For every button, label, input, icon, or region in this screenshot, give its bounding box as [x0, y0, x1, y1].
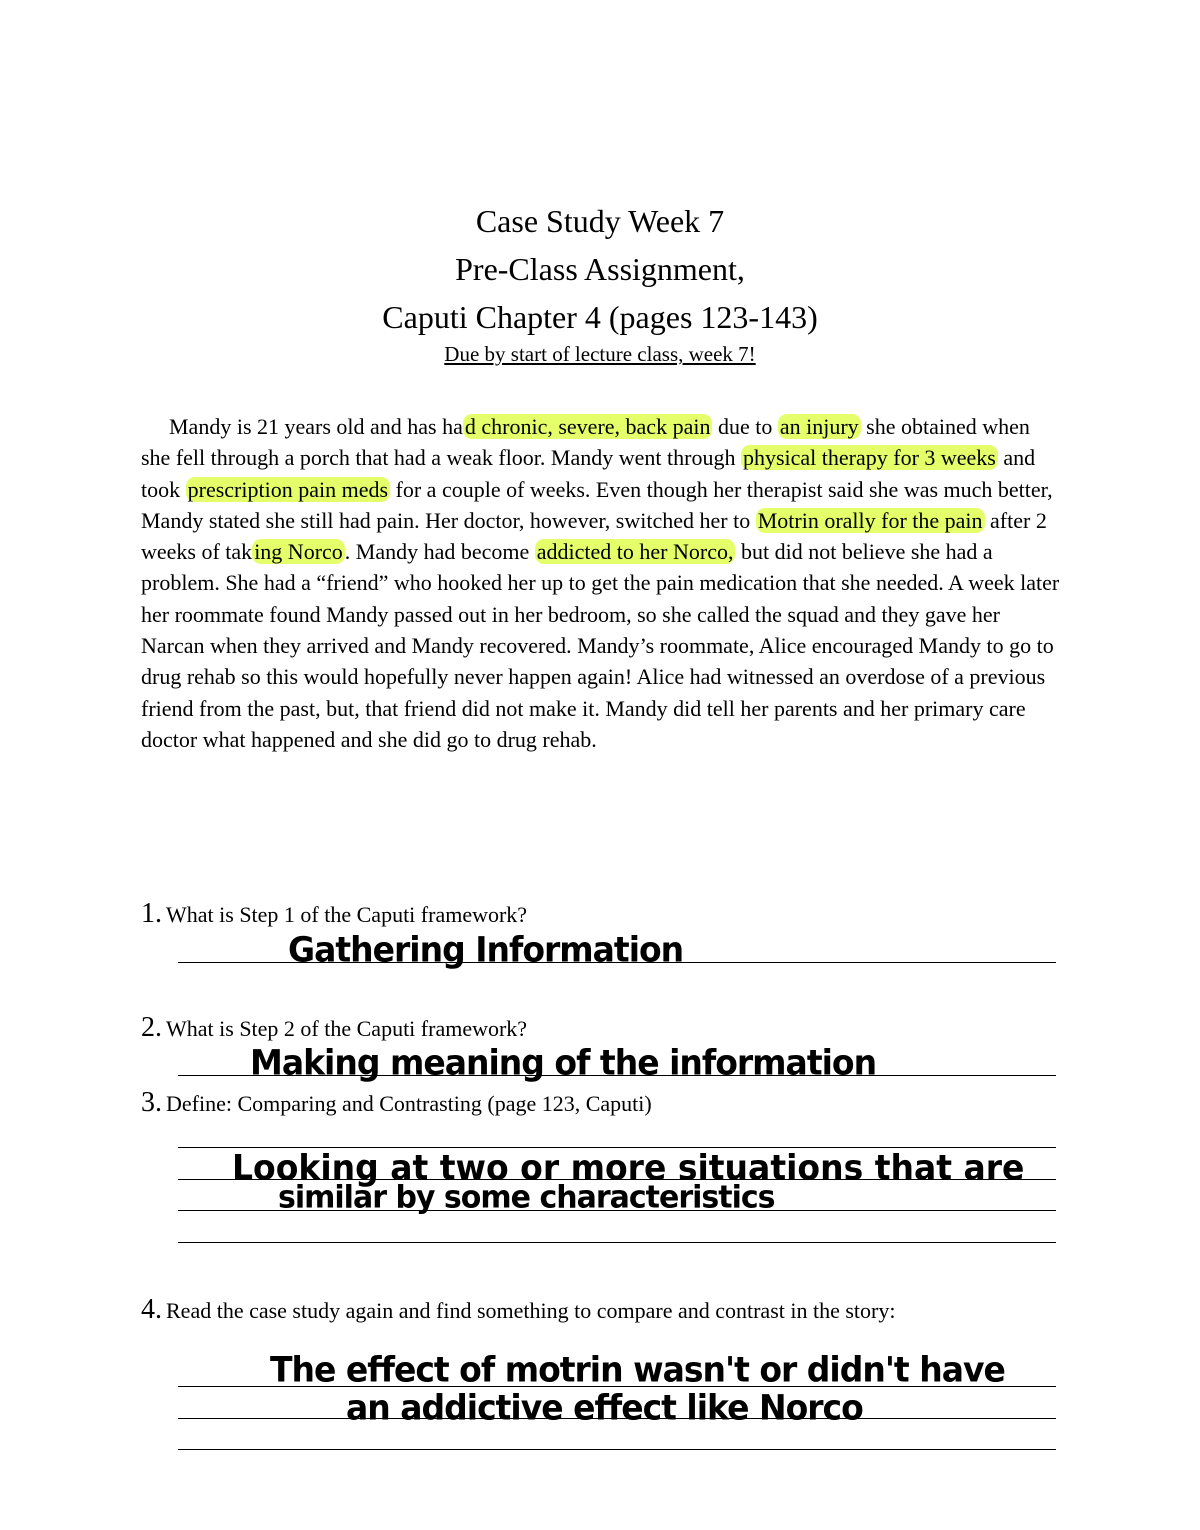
highlighted-text: ing Norco — [254, 539, 343, 565]
case-segment: after 2 weeks of tak — [141, 507, 1047, 565]
highlighted-text: prescription pain meds — [187, 476, 389, 502]
handwritten-answer-1: Gathering Information — [288, 929, 684, 970]
question-number: 1. — [141, 898, 162, 929]
title-line-1: Case Study Week 7 — [475, 203, 725, 239]
title-line-3: Caputi Chapter 4 (pages 123-143) — [382, 299, 818, 335]
question-number: 3. — [141, 1087, 162, 1118]
answer-line — [178, 1210, 1056, 1211]
handwritten-answer-4-line-2: an addictive effect like Norco — [346, 1387, 863, 1428]
answer-line — [178, 1242, 1056, 1243]
highlighted-text: an injury — [779, 414, 859, 439]
question-text: What is Step 1 of the Caputi framework? — [166, 902, 528, 927]
answer-line — [178, 1418, 1056, 1419]
question-text: Read the case study again and find something to compare and contrast in the story: — [166, 1298, 896, 1323]
question-number: 4. — [141, 1294, 162, 1325]
handwritten-answer-3-line-2: similar by some characteristics — [278, 1179, 775, 1216]
handwritten-answer-2: Making meaning of the information — [250, 1042, 877, 1083]
question-3 — [141, 1087, 1061, 1119]
case-segment: . Mandy had become — [344, 539, 535, 565]
answer-line — [178, 1075, 1056, 1076]
highlighted-text: Motrin orally for the pain — [757, 507, 983, 533]
highlighted-text: addicted to her Norco, — [536, 539, 734, 565]
question-text: What is Step 2 of the Caputi framework? — [166, 1016, 528, 1041]
question-1 — [141, 898, 1061, 930]
case-segment: Mandy is 21 years old and has ha — [169, 414, 463, 439]
case-segment: due to — [712, 414, 778, 439]
handwritten-answer-3-line-1: Looking at two or more situations that are — [232, 1147, 1025, 1188]
case-study-paragraph — [141, 411, 1061, 755]
answer-line — [178, 962, 1056, 963]
highlighted-text: d chronic, severe, back pain — [464, 414, 711, 439]
case-segment: but did not believe she had a problem. She had a “friend” who hooked her up to get the pain medication that she needed. A week later her roommate found Mandy passed out in her bedroom, so she called the squad and they gave her Narcan when they arrived and Mandy recovered. Mandy’s roommate, Alice encouraged Mandy to go to drug rehab so this would hopefully never happen again! Alice had witnessed an overdose of a previous friend from the past, but, that friend did not make it. Mandy did tell her parents and her primary care doctor what happened and she did go to drug rehab. — [141, 539, 1060, 752]
highlighted-text: physical therapy for 3 weeks — [742, 445, 996, 471]
answer-line — [178, 1449, 1056, 1450]
question-number: 2. — [141, 1012, 162, 1043]
case-segment: she obtained when she fell through a porch that had a weak floor. Mandy went through — [141, 414, 1030, 471]
handwritten-answer-4-line-1: The effect of motrin wasn't or didn't have — [270, 1349, 1005, 1390]
question-text: Define: Comparing and Contrasting (page 123, Caputi) — [166, 1091, 652, 1116]
case-segment: for a couple of weeks. Even though her therapist said she was much better, Mandy stated she still had pain. Her doctor, however, switched her to — [141, 476, 1053, 533]
question-2 — [141, 1012, 1061, 1044]
question-4 — [141, 1294, 1041, 1330]
case-segment: and took — [141, 445, 1036, 502]
due-notice: Due by start of lecture class, week 7! — [444, 342, 756, 366]
title-line-2: Pre-Class Assignment, — [455, 251, 745, 287]
